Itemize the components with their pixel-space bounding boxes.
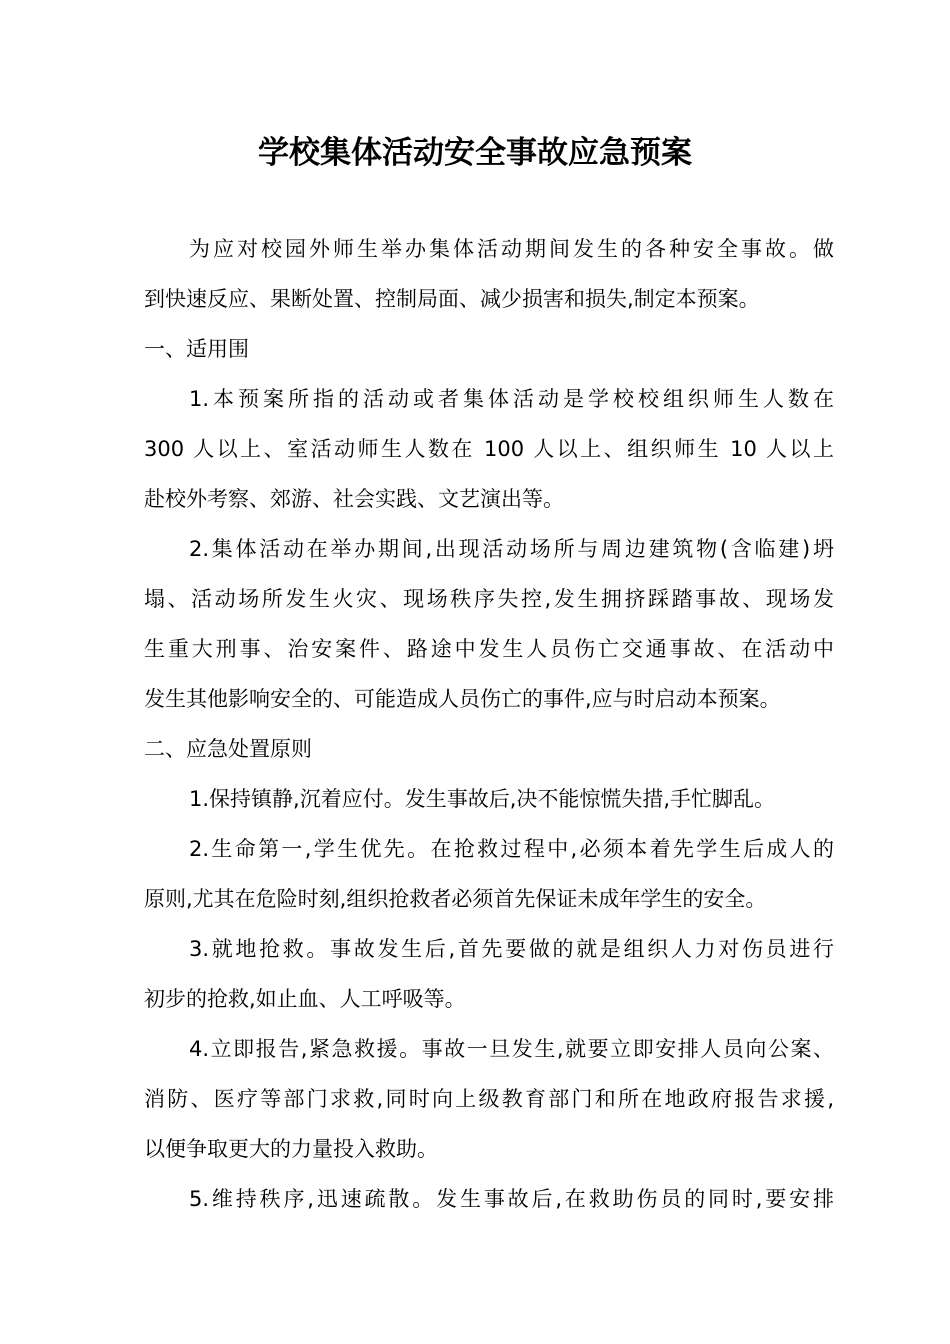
text-line: 1.保持镇静,沉着应付。发生事故后,决不能惊慌失措,手忙脚乱。 [189,787,776,811]
text-line: 赴校外考察、郊游、社会实践、文艺演出等。 [144,487,564,511]
text-line: 1.本预案所指的活动或者集体活动是学校校组织师生人数在 [189,387,834,411]
text-line: 2.生命第一,学生优先。在抢救过程中,必须本着先学生后成人的 [189,837,834,861]
text-line: 塌、活动场所发生火灾、现场秩序失控,发生拥挤踩踏事故、现场发 [144,587,834,611]
text-line: 消防、医疗等部门求救,同时向上级教育部门和所在地政府报告求援, [144,1087,834,1111]
text-line: 一、适用围 [144,337,249,361]
text-line: 3.就地抢救。事故发生后,首先要做的就是组织人力对伤员进行 [189,937,834,961]
text-line: 到快速反应、果断处置、控制局面、减少损害和损失,制定本预案。 [144,287,760,311]
text-line: 为应对校园外师生举办集体活动期间发生的各种安全事故。做 [189,237,834,261]
text-line: 300 人以上、室活动师生人数在 100 人以上、组织师生 10 人以上 [144,437,834,461]
text-line: 以便争取更大的力量投入救助。 [144,1137,438,1161]
text-line: 二、应急处置原则 [144,737,312,761]
text-line: 生重大刑事、治安案件、路途中发生人员伤亡交通事故、在活动中 [144,637,834,661]
text-line: 初步的抢救,如止血、人工呼吸等。 [144,987,466,1011]
text-line: 5.维持秩序,迅速疏散。发生事故后,在救助伤员的同时,要安排 [189,1187,834,1211]
text-line: 2.集体活动在举办期间,出现活动场所与周边建筑物(含临建)坍 [189,537,834,561]
text-line: 4.立即报告,紧急救援。事故一旦发生,就要立即安排人员向公案、 [189,1037,834,1061]
document-body [144,224,834,1224]
text-line: 发生其他影响安全的、可能造成人员伤亡的事件,应与时启动本预案。 [144,687,781,711]
text-line: 原则,尤其在危险时刻,组织抢救者必须首先保证未成年学生的安全。 [144,887,767,911]
document-title: 学校集体活动安全事故应急预案 [258,135,692,171]
